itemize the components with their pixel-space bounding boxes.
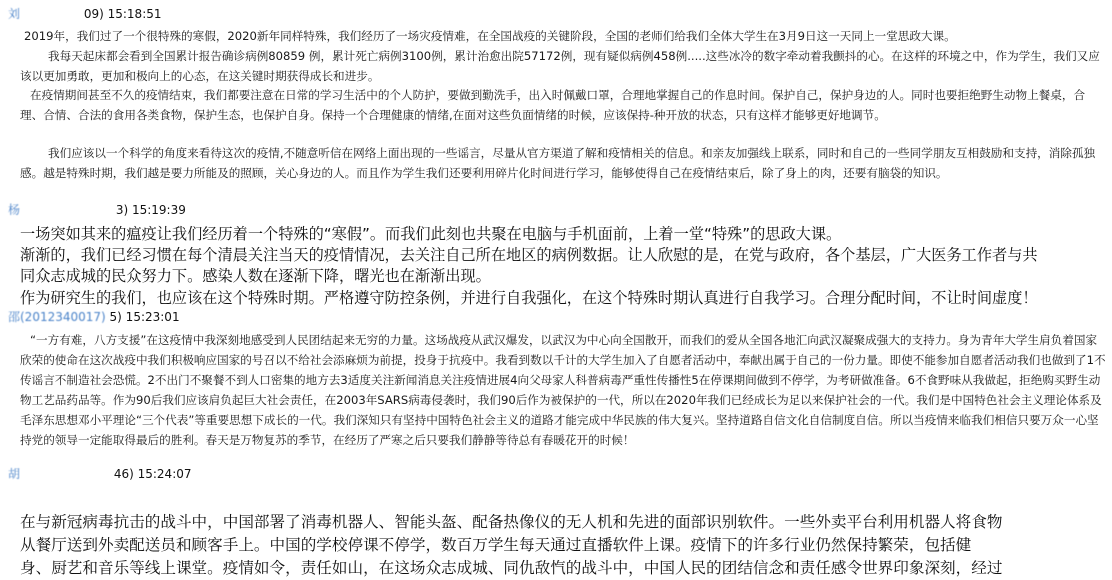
sender-name[interactable]: 胡 xyxy=(8,467,21,481)
message-paragraph: 在疫情期间甚至不久的疫情结束，我们都要注意在日常的学习生活中的个人防护，要做到勤洗手，出入时佩戴口罩，合理地掌握自己的作息时间。保护自己，保护身边的人。同时也要拒绝野生动物上餐桌，合理、合情、合法的食用各类食物，保护生态，也保护自身。保持一个合理健康的情绪,在面对这些负面情绪的时候，应该保持-种开放的状态，只有这样才能够更好地调节。 xyxy=(20,88,1086,122)
message-line: 作为研究生的我们，也应该在这个特殊时期。严格遵守防控条例，并进行自我强化，在这个特殊时期认真进行自我学习。合理分配时间，不让时间虚度！ xyxy=(20,289,1038,307)
message-line: 身、厨艺和音乐等线上课堂。疫情如令，责任如山，在这场众志成城、同仇敌忾的战斗中，中国人民的团结信念和责任感令世界印象深刻，经过 xyxy=(20,559,1003,577)
message-time: 09) 15:18:51 xyxy=(83,7,162,21)
message-time: 3) 15:19:39 xyxy=(115,203,186,217)
sender-name[interactable]: 刘 xyxy=(8,7,21,21)
sender-name[interactable]: 杨 xyxy=(8,203,21,217)
message-time: 5) 15:23:01 xyxy=(109,310,180,324)
message-header xyxy=(8,6,162,22)
message-line: 在与新冠病毒抗击的战斗中，中国部署了消毒机器人、智能头盔、配备热像仪的无人机和先进的面部识别软件。一些外卖平台利用机器人将食物 xyxy=(20,513,1003,531)
message-paragraph: 2019年，我们过了一个很特殊的寒假，2020新年同样特殊，我们经历了一场灾疫情难，在全国战疫的关键阶段，全国的老师们给我们全体大学生在3月9日这一天同上一堂思政大课。 xyxy=(24,29,956,43)
sender-name[interactable]: 邵(2012340017) xyxy=(8,310,106,324)
message-paragraph: 我们应该以一个科学的角度来看待这次的疫情,不随意听信在网络上面出现的一些谣言，尽量从官方渠道了解和疫情相关的信息。和亲友加强线上联系，同时和自己的一些同学朋友互相鼓励和支持，消除孤独感。越是特殊时期，我们越是要力所能及的照顾，关心身边的人。而且作为学生我们还要利用碎片化时间进行学习，能够使得自己在疫情结束后，除了身上的肉，还要有脑袋的知识。 xyxy=(20,146,1096,180)
message-line: 同众志成城的民众努力下。感染人数在逐渐下降，曙光也在渐渐出现。 xyxy=(20,267,491,285)
message-paragraph: “一方有难，八方支援”在这疫情中我深刻地感受到人民团结起来无穷的力量。这场战疫从武汉爆发，以武汉为中心向全国散开，而我们的爱从全国各地汇向武汉凝聚成强大的支持力。身为青年大学生肩负着国家欣荣的使命在这次战疫中我们积极响应国家的号召以不给社会添麻烦为前提，投身于抗疫中。我看到数以千计的大学生加入了自愿者活动中，奉献出属于自己的一份力量。即使不能参加自愿者活动我们也做到了1不传谣言不制造社会恐慌。2不出门不聚餐不到人口密集的地方去3适度关注新闻消息关注疫情进展4向父母家人科普病毒严重性传播性5在停课期间做到不停学，为考研做准备。6不食野味从我做起，拒绝购买野生动物工艺品药品等。作为90后我们应该肩负起巨大社会责任，在2003年SARS病毒侵袭时，我们90后作为被保护的一代，所以在2020年我们已经成长为足以来保护社会的一代。我们是中国特色社会主义理论体系及毛泽东思想邓小平理论“三个代表”等重要思想下成长的一代。我们深知只有坚持中国特色社会主义的道路才能完成中华民族的伟大复兴。坚持道路自信文化自信制度自信。所以当疫情来临我们相信只要万众一心坚持党的领导一定能取得最后的胜利。春天是万物复苏的季节，在经历了严寒之后只要我们静静等待总有春暖花开的时候！ xyxy=(20,333,1106,447)
message-line: 一场突如其来的瘟疫让我们经历着一个特殊的“寒假”。而我们此刻也共聚在电脑与手机面前，上着一堂“特殊”的思政大课。 xyxy=(20,225,842,243)
message-header xyxy=(8,466,192,482)
message-paragraph: 我每天起床都会看到全国累计报告确诊病例80859 例，累计死亡病例3100例，累计治愈出院57172例，现有疑似病例458例.....这些冰冷的数字牵动着我颤抖的心。在这样的环境之中，作为学生，我们又应该以更加勇敢，更加和极向上的心态，在这关键时期获得成长和进步。 xyxy=(20,49,1100,83)
message-line: 渐渐的，我们已经习惯在每个清晨关注当天的疫情情况，去关注自己所在地区的病例数据。让人欣慰的是，在党与政府，各个基层，广大医务工作者与共 xyxy=(20,246,1038,264)
message-header xyxy=(8,202,186,218)
message-header xyxy=(8,309,180,325)
message-time: 46) 15:24:07 xyxy=(113,467,192,481)
message-line: 从餐厅送到外卖配送员和顾客手上。中国的学校停课不停学，数百万学生每天通过直播软件上课。疫情下的许多行业仍然保持繁荣，包括健 xyxy=(20,536,972,554)
